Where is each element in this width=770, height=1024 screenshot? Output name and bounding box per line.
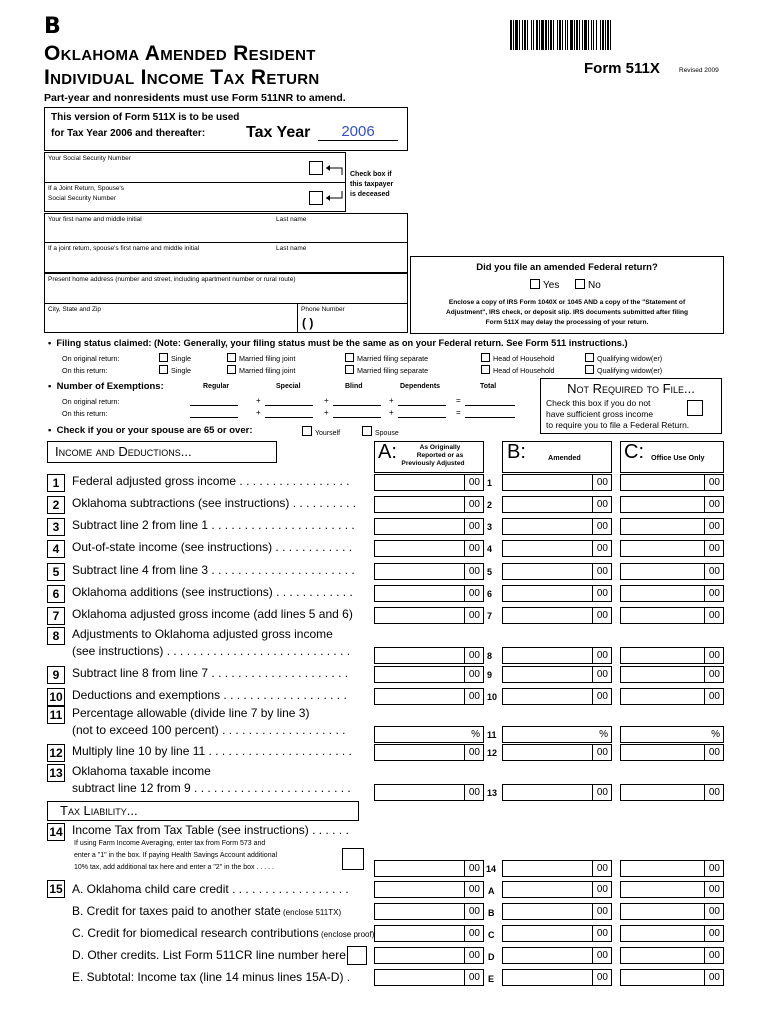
line-12-text: Multiply line 10 by line 11 . . . . . . . . . . . . . . . . . . . . . . xyxy=(72,744,352,758)
status-hoh-this[interactable]: Head of Household xyxy=(481,365,583,375)
line-14-note: If using Farm Income Averaging, enter tax from Form 573 and enter a "1" in the box. If paying Health Savings Account additional 10% tax, add additional tax here and enter a "2" in the box . . . . . xyxy=(74,840,278,871)
phone-label: Phone Number xyxy=(301,306,345,313)
barcode-bar xyxy=(557,20,558,50)
barcode-bar xyxy=(610,20,611,50)
line-5-number: 5 xyxy=(47,563,65,581)
version-text-2: for Tax Year 2006 and thereafter: xyxy=(51,128,206,139)
deceased-note: Check box if this taxpayer is deceased xyxy=(350,171,394,198)
line-7-number: 7 xyxy=(47,607,65,625)
line-3-number: 3 xyxy=(47,518,65,536)
barcode-bar xyxy=(600,20,601,50)
status-mfj-this[interactable]: Married filing joint xyxy=(227,365,343,375)
line-13-ref: 13 xyxy=(487,788,498,798)
column-a-letter: A: xyxy=(378,441,397,463)
line-10-col-b[interactable]: 00 xyxy=(502,688,612,705)
line-15-b-col-b[interactable]: 00 xyxy=(502,903,612,920)
barcode xyxy=(510,20,724,50)
form-title-line1: Oklahoma Amended Resident xyxy=(44,42,316,65)
barcode-bar xyxy=(574,20,575,50)
line-14-col-b[interactable]: 00 xyxy=(502,860,612,877)
line-10-ref: 10 xyxy=(487,692,498,702)
line-2-text: Oklahoma subtractions (see instructions) . . . . . . . . . . xyxy=(72,496,357,510)
barcode-bar xyxy=(519,20,520,50)
last-name-label: Last name xyxy=(276,216,307,223)
status-mfj-orig[interactable]: Married filing joint xyxy=(227,353,343,363)
line-5-col-a[interactable]: 00 xyxy=(374,563,484,580)
line-1-number: 1 xyxy=(47,474,65,492)
line-15-e-col-a[interactable]: 00 xyxy=(374,969,484,986)
line-15-b-text: B. Credit for taxes paid to another state (enclose 511TX) xyxy=(72,904,342,918)
form-name: Form 511X xyxy=(584,60,660,77)
arrow-icon xyxy=(324,162,350,207)
exemption-col-regular: Regular xyxy=(203,383,230,390)
form-title-line2: Individual Income Tax Return xyxy=(44,66,320,89)
status-mfs-this[interactable]: Married filing separate xyxy=(345,365,479,375)
spouse-ssn-label-2: Social Security Number xyxy=(48,195,116,202)
line-15-d-col-a[interactable]: 00 xyxy=(374,947,484,964)
exemption-field[interactable] xyxy=(265,417,313,418)
line-11-col-b[interactable]: % xyxy=(502,726,612,743)
exemption-col-blind: Blind xyxy=(345,383,363,390)
line-15-a-col-c[interactable]: 00 xyxy=(620,881,724,898)
barcode-bar xyxy=(536,20,538,50)
status-mfs-orig[interactable]: Married filing separate xyxy=(345,353,479,363)
status-single-this[interactable]: Single xyxy=(159,365,225,375)
line-1-col-c[interactable]: 00 xyxy=(620,474,724,491)
line-15-d-ref: D xyxy=(488,952,495,962)
line-11-ref: 11 xyxy=(487,730,497,740)
line-9-col-b[interactable]: 00 xyxy=(502,666,612,683)
line-2-col-b[interactable]: 00 xyxy=(502,496,612,513)
line-5-col-c[interactable]: 00 xyxy=(620,563,724,580)
barcode-bar xyxy=(588,20,589,50)
exemption-field[interactable] xyxy=(190,405,238,406)
barcode-bar xyxy=(607,20,609,50)
line-13-text: Oklahoma taxable income xyxy=(72,764,211,778)
line-4-ref: 4 xyxy=(487,544,493,554)
age65-label: • Check if you or your spouse are 65 or over: xyxy=(48,425,253,436)
revised-date: Revised 2009 xyxy=(679,67,719,74)
filing-status-this: On this return: Single Married filing joint Married filing separate Head of Household Qualifying widow(er) xyxy=(62,366,663,375)
line-6-ref: 6 xyxy=(487,589,493,599)
city-label: City, State and Zip xyxy=(48,306,101,313)
barcode-bar xyxy=(541,20,544,50)
line-1-text: Federal adjusted gross income . . . . . . . . . . . . . . . . . xyxy=(72,474,350,488)
line-14-col-a[interactable]: 00 xyxy=(374,860,484,877)
line-14-text: Income Tax from Tax Table (see instructions) . . . . . . xyxy=(72,823,349,837)
status-widow-this[interactable]: Qualifying widow(er) xyxy=(585,366,662,375)
line-15-c-ref: C xyxy=(488,930,495,940)
exemptions-header: • Number of Exemptions: xyxy=(48,381,164,392)
line-3-col-b[interactable]: 00 xyxy=(502,518,612,535)
line-9-text: Subtract line 8 from line 7 . . . . . . . . . . . . . . . . . . . . . xyxy=(72,666,349,680)
line-13-col-c[interactable]: 00 xyxy=(620,784,724,801)
line-15-b-ref: B xyxy=(488,908,495,918)
exemption-field[interactable] xyxy=(333,405,381,406)
barcode-bar xyxy=(539,20,540,50)
line-5-ref: 5 xyxy=(487,567,493,577)
line-12-col-a[interactable]: 00 xyxy=(374,744,484,761)
line-4-col-a[interactable]: 00 xyxy=(374,540,484,557)
line-8-col-a[interactable]: 00 xyxy=(374,647,484,664)
line-15-number: 15 xyxy=(47,880,65,898)
exemption-operator: + xyxy=(389,408,394,417)
exemption-col-dependents: Dependents xyxy=(400,383,441,390)
barcode-bar xyxy=(562,20,563,50)
line-10-col-c[interactable]: 00 xyxy=(620,688,724,705)
line-13-number: 13 xyxy=(47,764,65,782)
line-4-text: Out-of-state income (see instructions) . . . . . . . . . . . . xyxy=(72,540,353,554)
age65-spouse[interactable]: Spouse xyxy=(362,426,399,437)
line-6-col-a[interactable]: 00 xyxy=(374,585,484,602)
line-12-col-c[interactable]: 00 xyxy=(620,744,724,761)
line-7-col-b[interactable]: 00 xyxy=(502,607,612,624)
spouse-first-name-label: If a joint return, spouse's first name and middle initial xyxy=(48,245,200,252)
line-1-col-b[interactable]: 00 xyxy=(502,474,612,491)
address-label: Present home address (number and street, including apartment number or rural route) xyxy=(48,276,296,283)
line-10-col-a[interactable]: 00 xyxy=(374,688,484,705)
line-8-col-c[interactable]: 00 xyxy=(620,647,724,664)
line-6-number: 6 xyxy=(47,585,65,603)
line-12-number: 12 xyxy=(47,744,65,762)
line-15-a-col-b[interactable]: 00 xyxy=(502,881,612,898)
barcode-bar xyxy=(582,20,583,50)
not-required-text: Check this box if you do not have sufficient gross income to require you to file a Federal Return. xyxy=(546,398,690,430)
line-11-col-a[interactable]: % xyxy=(374,726,484,743)
line-2-ref: 2 xyxy=(487,500,493,510)
line-15d-number-box[interactable] xyxy=(347,946,367,965)
line-5-text: Subtract line 4 from line 3 . . . . . . . . . . . . . . . . . . . . . . xyxy=(72,563,355,577)
line-3-col-c[interactable]: 00 xyxy=(620,518,724,535)
line-15-b-col-c[interactable]: 00 xyxy=(620,903,724,920)
barcode-bar xyxy=(593,20,594,50)
exemption-field[interactable] xyxy=(190,417,238,418)
barcode-bar xyxy=(596,20,597,50)
not-required-title: Not Required to File... xyxy=(567,381,695,396)
line-15-c-col-b[interactable]: 00 xyxy=(502,925,612,942)
line-15-b-col-a[interactable]: 00 xyxy=(374,903,484,920)
exemption-operator: + xyxy=(389,396,394,405)
line-15-c-col-c[interactable]: 00 xyxy=(620,925,724,942)
column-c-letter: C: xyxy=(624,441,644,463)
exemption-col-total: Total xyxy=(480,383,497,390)
line-9-ref: 9 xyxy=(487,670,493,680)
barcode-bar xyxy=(559,20,561,50)
income-header-text: Income and Deductions... xyxy=(55,444,192,459)
barcode-bar xyxy=(550,20,552,50)
line-2-col-a[interactable]: 00 xyxy=(374,496,484,513)
line-1-col-a[interactable]: 00 xyxy=(374,474,484,491)
spouse-last-name-label: Last name xyxy=(276,245,307,252)
exemption-this-label: On this return: xyxy=(62,409,108,418)
barcode-bar xyxy=(513,20,514,50)
line-15-e-col-b[interactable]: 00 xyxy=(502,969,612,986)
line-7-text: Oklahoma adjusted gross income (add lines 5 and 6) xyxy=(72,607,353,621)
age65-yourself[interactable]: Yourself xyxy=(302,426,340,437)
line-10-text: Deductions and exemptions . . . . . . . . . . . . . . . . . . . xyxy=(72,688,347,702)
line-2-number: 2 xyxy=(47,496,65,514)
line-9-col-c[interactable]: 00 xyxy=(620,666,724,683)
phone-parens[interactable]: ( ) xyxy=(302,316,314,330)
line-3-col-a[interactable]: 00 xyxy=(374,518,484,535)
barcode-bar xyxy=(570,20,573,50)
line-13-col-a[interactable]: 00 xyxy=(374,784,484,801)
federal-no[interactable]: No xyxy=(575,279,601,291)
line-4-number: 4 xyxy=(47,540,65,558)
form-letter: B xyxy=(44,14,61,39)
exemption-field[interactable] xyxy=(465,417,515,418)
version-text-1: This version of Form 511X is to be used xyxy=(51,112,240,123)
exemption-col-special: Special xyxy=(276,383,301,390)
column-a-text: As Originally Reported or as Previously Adjusted xyxy=(401,444,465,467)
line-7-ref: 7 xyxy=(487,611,493,621)
line-15-c-text: C. Credit for biomedical research contributions (enclose proof) xyxy=(72,926,375,940)
federal-question: Did you file an amended Federal return? xyxy=(476,262,658,273)
line-8-number: 8 xyxy=(47,627,65,645)
line-15-a-col-a[interactable]: 00 xyxy=(374,881,484,898)
exemption-field[interactable] xyxy=(265,405,313,406)
line-3-text: Subtract line 2 from line 1 . . . . . . . . . . . . . . . . . . . . . . xyxy=(72,518,355,532)
barcode-bar xyxy=(522,20,523,50)
column-b-letter: B: xyxy=(507,441,526,463)
status-widow-orig[interactable]: Qualifying widow(er) xyxy=(585,354,662,363)
line-15-a-text: A. Oklahoma child care credit . . . . . . . . . . . . . . . . . . xyxy=(72,882,349,896)
status-hoh-orig[interactable]: Head of Household xyxy=(481,353,583,363)
line-11-col-c[interactable]: % xyxy=(620,726,724,743)
barcode-bar xyxy=(524,20,526,50)
line-7-col-a[interactable]: 00 xyxy=(374,607,484,624)
line-13-text-cont: subtract line 12 from 9 . . . . . . . . . . . . . . . . . . . . . . . . xyxy=(72,781,351,795)
spouse-ssn-label-1: If a Joint Return, Spouse's xyxy=(48,185,125,192)
line-8-text: Adjustments to Oklahoma adjusted gross income xyxy=(72,627,333,641)
barcode-bar xyxy=(545,20,547,50)
ssn-label: Your Social Security Number xyxy=(48,155,131,162)
exemption-operator: = xyxy=(456,408,461,417)
tax-liability-header-text: Tax Liability... xyxy=(60,803,138,818)
line-4-col-b[interactable]: 00 xyxy=(502,540,612,557)
line-12-col-b[interactable]: 00 xyxy=(502,744,612,761)
barcode-bar xyxy=(576,20,578,50)
filing-status-original: On original return: Single Married filing joint Married filing separate Head of Household Qualifying widow(er) xyxy=(62,354,663,363)
column-c-text: Office Use Only xyxy=(651,453,705,462)
line-8-col-b[interactable]: 00 xyxy=(502,647,612,664)
exemption-field[interactable] xyxy=(465,405,515,406)
line-15-e-text: E. Subtotal: Income tax (line 14 minus lines 15A-D) . xyxy=(72,970,351,984)
line-14-number: 14 xyxy=(47,823,65,841)
not-required-checkbox[interactable] xyxy=(687,400,703,416)
exemption-operator: + xyxy=(256,408,261,417)
exemption-operator: + xyxy=(324,408,329,417)
line-7-col-c[interactable]: 00 xyxy=(620,607,724,624)
barcode-bar xyxy=(605,20,606,50)
exemption-operator: = xyxy=(456,396,461,405)
line-15-c-col-a[interactable]: 00 xyxy=(374,925,484,942)
line-14-code-box[interactable] xyxy=(342,848,364,870)
line-14-col-c[interactable]: 00 xyxy=(620,860,724,877)
line-8-text-cont: (see instructions) . . . . . . . . . . . . . . . . . . . . . . . . . . . . xyxy=(72,644,351,658)
column-b-text: Amended xyxy=(548,453,581,462)
exemption-original-label: On original return: xyxy=(62,397,120,406)
federal-note: Enclose a copy of IRS Form 1040X or 1045 AND a copy of the "Statement of Adjustment", IRS check, or deposit slip. IRS documents submitted after filing Form 511X may delay the processing of your return. xyxy=(446,299,688,326)
line-15-e-col-c[interactable]: 00 xyxy=(620,969,724,986)
line-9-number: 9 xyxy=(47,666,65,684)
barcode-bar xyxy=(602,20,604,50)
barcode-bar xyxy=(548,20,549,50)
barcode-bar xyxy=(579,20,580,50)
line-14-ref: 14 xyxy=(486,864,497,874)
line-8-ref: 8 xyxy=(487,651,493,661)
barcode-bar xyxy=(565,20,566,50)
line-15-a-ref: A xyxy=(488,886,495,896)
barcode-bar xyxy=(567,20,568,50)
first-name-label: Your first name and middle initial xyxy=(48,216,142,223)
barcode-bar xyxy=(533,20,534,50)
subtitle: Part-year and nonresidents must use Form 511NR to amend. xyxy=(44,92,346,104)
barcode-bar xyxy=(584,20,587,50)
line-6-col-b[interactable]: 00 xyxy=(502,585,612,602)
barcode-bar xyxy=(510,20,512,50)
line-10-number: 10 xyxy=(47,688,65,706)
line-2-col-c[interactable]: 00 xyxy=(620,496,724,513)
filing-status-header: • Filing status claimed: (Note: Generally, your filing status must be the same as on your Federal return. See Form 511 instructions.) xyxy=(48,338,628,348)
exemption-field[interactable] xyxy=(333,417,381,418)
deceased-checkbox-spouse[interactable] xyxy=(309,191,323,205)
line-15-d-col-c[interactable]: 00 xyxy=(620,947,724,964)
status-single-orig[interactable]: Single xyxy=(159,353,225,363)
line-11-number: 11 xyxy=(47,706,65,724)
line-4-col-c[interactable]: 00 xyxy=(620,540,724,557)
tax-year-value[interactable]: 2006 xyxy=(318,123,398,141)
federal-yes[interactable]: Yes xyxy=(530,279,559,291)
exemption-operator: + xyxy=(324,396,329,405)
barcode-bar xyxy=(591,20,592,50)
deceased-checkbox-taxpayer[interactable] xyxy=(309,161,323,175)
exemption-field[interactable] xyxy=(398,417,446,418)
line-13-col-b[interactable]: 00 xyxy=(502,784,612,801)
line-15-d-text: D. Other credits. List Form 511CR line number here xyxy=(72,948,346,962)
exemption-operator: + xyxy=(256,396,261,405)
barcode-bar xyxy=(527,20,528,50)
line-6-col-c[interactable]: 00 xyxy=(620,585,724,602)
barcode-bar xyxy=(531,20,532,50)
exemption-field[interactable] xyxy=(398,405,446,406)
line-11-text: Percentage allowable (divide line 7 by line 3) xyxy=(72,706,310,720)
tax-year-label: Tax Year xyxy=(246,124,311,141)
line-3-ref: 3 xyxy=(487,522,493,532)
line-6-text: Oklahoma additions (see instructions) . . . . . . . . . . . . xyxy=(72,585,353,599)
line-1-ref: 1 xyxy=(487,478,493,488)
line-9-col-a[interactable]: 00 xyxy=(374,666,484,683)
line-11-text-cont: (not to exceed 100 percent) . . . . . . . . . . . . . . . . . . . xyxy=(72,723,346,737)
line-15-d-col-b[interactable]: 00 xyxy=(502,947,612,964)
line-12-ref: 12 xyxy=(487,748,498,758)
barcode-bar xyxy=(515,20,518,50)
line-5-col-b[interactable]: 00 xyxy=(502,563,612,580)
line-15-e-ref: E xyxy=(488,974,495,984)
barcode-bar xyxy=(553,20,554,50)
